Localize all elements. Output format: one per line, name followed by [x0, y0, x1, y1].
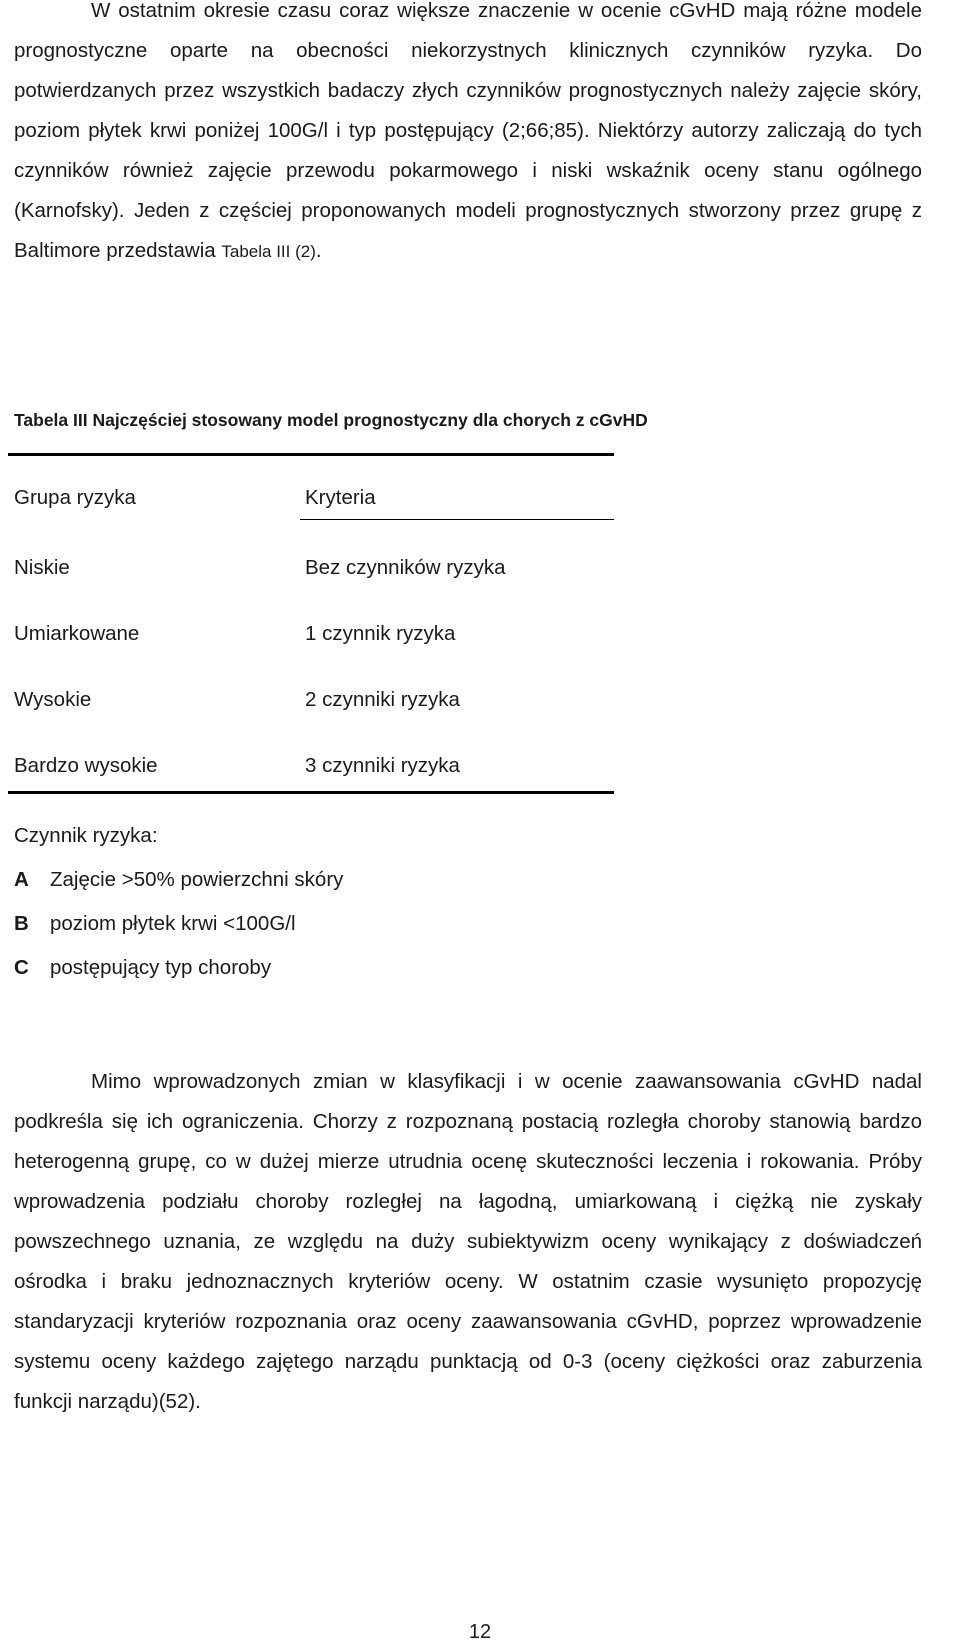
risk-factor-text: postępujący typ choroby	[50, 956, 272, 979]
page-number: 12	[468, 1621, 492, 1643]
table-row-criteria: 1 czynnik ryzyka	[305, 622, 456, 645]
table-row-criteria: 2 czynniki ryzyka	[305, 688, 460, 711]
risk-factor-item	[14, 956, 271, 980]
body-paragraph-text: Mimo wprowadzonych zmian w klasyfikacji i w ocenie zaawansowania cGvHD nadal podkreśla się ich ograniczenia. Chorzy z rozpoznaną postacią rozległa choroby stanowią bardzo heterogenną grupę, co w dużej mierze utrudnia ocenę skuteczności leczenia i rokowania. Próby wprowadzenia podziału choroby rozległej na łagodną, umiarkowaną i ciężką nie zyskały powszechnego uznania, ze względu na duży subiektywizm oceny wynikający z doświadczeń ośrodka i braku jednoznacznych kryteriów oceny. W ostatnim czasie wysunięto propozycję standaryzacji kryteriów rozpoznania oraz oceny zaawansowania cGvHD, poprzez wprowadzenie systemu oceny każdego zajętego narządu punktacją od 0-3 (oceny ciężkości oraz zaburzenia funkcji narządu)(52).	[14, 1070, 922, 1413]
table-row-group: Wysokie	[14, 688, 92, 711]
intro-paragraph-end: .	[315, 239, 322, 262]
table-row-criteria: 3 czynniki ryzyka	[305, 754, 460, 777]
table-row-group: Umiarkowane	[14, 622, 140, 645]
risk-factor-letter: A	[14, 868, 29, 891]
table-caption: Tabela III Najczęściej stosowany model prognostyczny dla chorych z cGvHD	[14, 410, 648, 430]
risk-factor-text: Zajęcie >50% powierzchni skóry	[50, 868, 344, 891]
risk-factor-item	[14, 912, 296, 936]
risk-factor-text: poziom płytek krwi <100G/l	[50, 912, 296, 935]
table-header-criteria: Kryteria	[305, 486, 376, 509]
table-row-criteria: Bez czynników ryzyka	[305, 556, 506, 579]
table-header-rule	[300, 519, 614, 520]
intro-paragraph	[14, 0, 922, 272]
risk-factor-letter: C	[14, 956, 29, 979]
risk-factor-item	[14, 868, 343, 892]
body-paragraph	[14, 1062, 922, 1422]
table-row-group: Niskie	[14, 556, 70, 579]
risk-factor-letter: B	[14, 912, 29, 935]
table-header-risk-group: Grupa ryzyka	[14, 486, 136, 509]
table-row-group: Bardzo wysokie	[14, 754, 158, 777]
table-top-rule	[8, 453, 614, 456]
intro-paragraph-text: W ostatnim okresie czasu coraz większe znaczenie w ocenie cGvHD mają różne modele prognostyczne oparte na obecności niekorzystnych klinicznych czynników ryzyka. Do potwierdzanych przez wszystkich badaczy złych czynników prognostycznych należy zajęcie skóry, poziom płytek krwi poniżej 100G/l i typ postępujący (2;66;85). Niektórzy autorzy zaliczają do tych czynników również zajęcie przewodu pokarmowego i niski wskaźnik oceny stanu ogólnego (Karnofsky). Jeden z częściej proponowanych modeli prognostycznych stworzony przez grupę z Baltimore przedstawia	[14, 0, 922, 262]
risk-factors-title: Czynnik ryzyka:	[14, 824, 158, 847]
table-bottom-rule	[8, 791, 614, 794]
table-reference: Tabela III (2)	[221, 242, 316, 261]
